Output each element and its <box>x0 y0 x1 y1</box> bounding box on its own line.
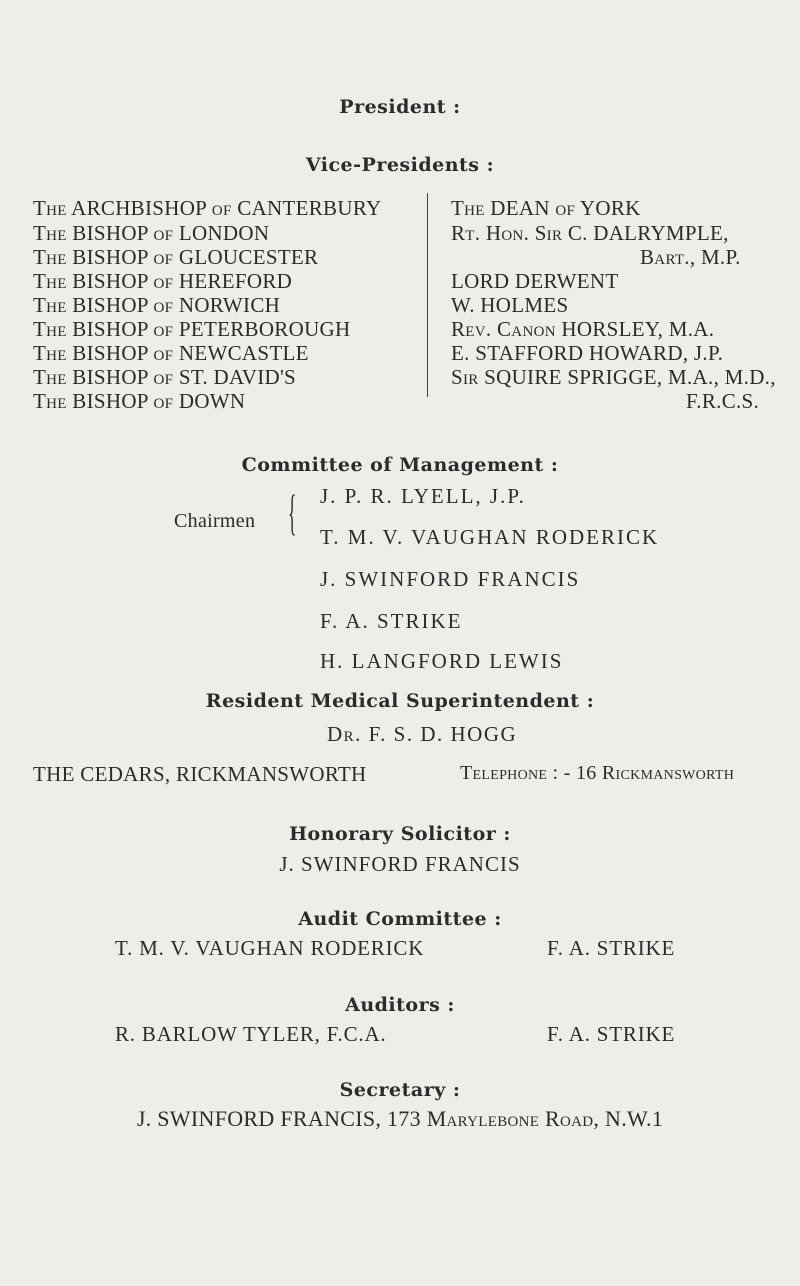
vp-left-item: The BISHOP of DOWN <box>33 389 246 413</box>
brace-icon: { <box>288 484 297 540</box>
audit-member: F. A. STRIKE <box>547 936 676 960</box>
chairman-name: T. M. V. VAUGHAN RODERICK <box>320 525 660 549</box>
telephone: Telephone : - 16 Rickmansworth <box>460 762 735 784</box>
audit-heading: Audit Committee : <box>298 908 502 930</box>
vp-left-item: The BISHOP of GLOUCESTER <box>33 245 319 269</box>
chairmen-label: Chairmen <box>174 510 256 532</box>
auditors-heading: Auditors : <box>345 994 455 1016</box>
committee-member: F. A. STRIKE <box>320 609 463 633</box>
superintendent-name: Dr. F. S. D. HOGG <box>327 722 518 746</box>
vice-presidents-heading: Vice-Presidents : <box>305 154 495 176</box>
vp-right-item: E. STAFFORD HOWARD, J.P. <box>451 341 724 365</box>
audit-member: T. M. V. VAUGHAN RODERICK <box>115 936 425 960</box>
superintendent-heading: Resident Medical Superintendent : <box>205 690 595 712</box>
vp-right-item: W. HOLMES <box>451 293 569 317</box>
vp-left-item: The BISHOP of ST. DAVID'S <box>33 365 297 389</box>
committee-heading: Committee of Management : <box>241 454 559 476</box>
vp-right-item: Sir SQUIRE SPRIGGE, M.A., M.D., <box>451 365 776 389</box>
committee-member: H. LANGFORD LEWIS <box>320 649 564 673</box>
vp-left-item: The BISHOP of NORWICH <box>33 293 281 317</box>
chairman-name: J. P. R. LYELL, J.P. <box>320 484 526 508</box>
vp-left-item: The BISHOP of PETERBOROUGH <box>33 317 351 341</box>
solicitor-name: J. SWINFORD FRANCIS <box>279 852 521 876</box>
vp-right-item: Rt. Hon. Sir C. DALRYMPLE, <box>451 221 729 245</box>
solicitor-heading: Honorary Solicitor : <box>289 823 511 845</box>
vp-right-item: Rev. Canon HORSLEY, M.A. <box>451 317 715 341</box>
auditor: R. BARLOW TYLER, F.C.A. <box>115 1022 387 1046</box>
vp-left-item: The BISHOP of HEREFORD <box>33 269 293 293</box>
secretary-line: J. SWINFORD FRANCIS, 173 Marylebone Road, N.W.1 <box>136 1106 664 1131</box>
vp-right-item: Bart., M.P. <box>640 245 741 269</box>
secretary-heading: Secretary : <box>339 1079 461 1101</box>
vp-left-item: The ARCHBISHOP of CANTERBURY <box>33 196 382 220</box>
column-divider <box>427 193 428 397</box>
vp-right-item: The DEAN of YORK <box>451 196 641 220</box>
vp-right-item: LORD DERWENT <box>451 269 619 293</box>
vp-left-item: The BISHOP of NEWCASTLE <box>33 341 309 365</box>
address: THE CEDARS, RICKMANSWORTH <box>33 762 367 786</box>
president-heading: President : <box>339 96 461 118</box>
vp-right-item: F.R.C.S. <box>686 389 760 413</box>
auditor: F. A. STRIKE <box>547 1022 676 1046</box>
committee-member: J. SWINFORD FRANCIS <box>320 567 581 591</box>
vp-left-item: The BISHOP of LONDON <box>33 221 270 245</box>
